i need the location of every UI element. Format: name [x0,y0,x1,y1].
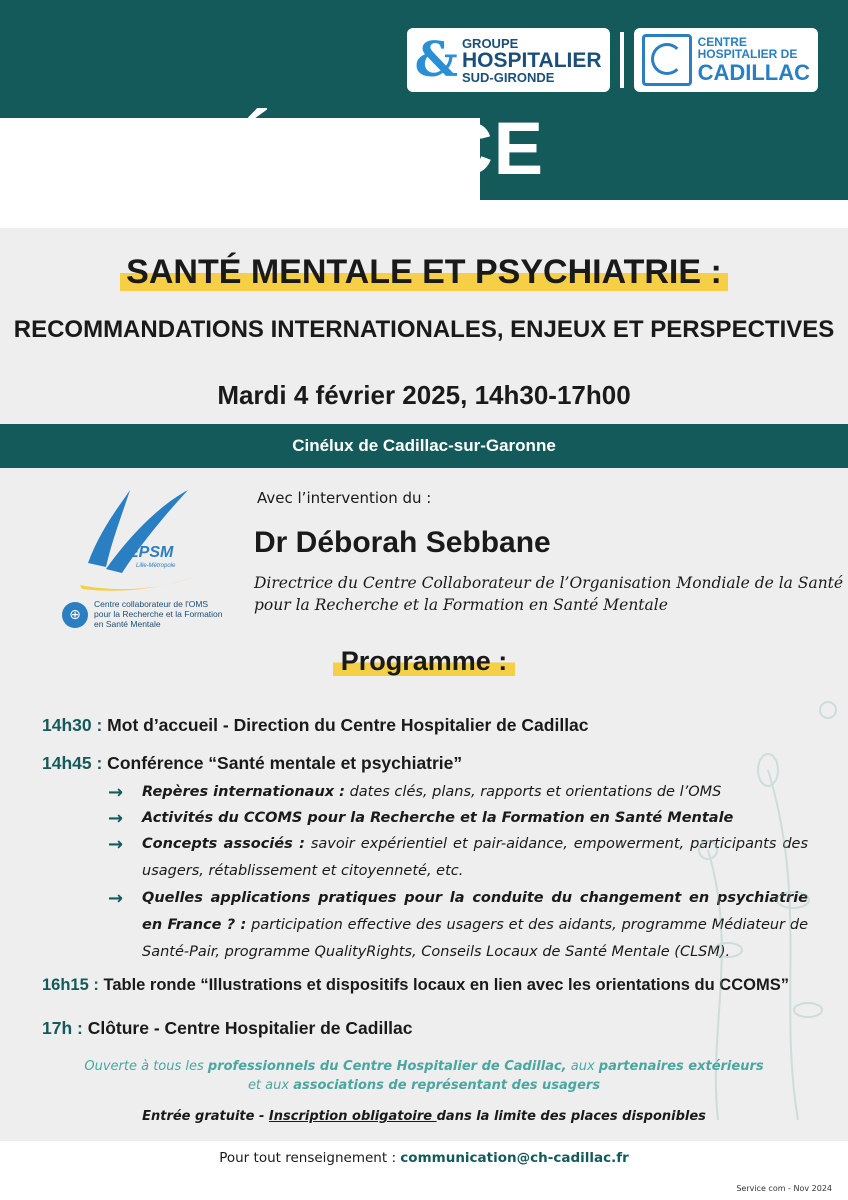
who-collaborator [62,600,223,629]
speaker-intro: Avec l’intervention du : [257,489,432,507]
ghsg-line1: GROUPE [461,35,519,51]
speaker-role-line1: Directrice du Centre Collaborateur de l’Organisation Mondiale de la Santé [254,574,844,592]
programme-item: 16h15 : Table ronde “Illustrations et dispositifs locaux en lien avec les orientations du CCOMS” [42,976,789,994]
arrow-right-icon: → [108,888,124,909]
venue-bar [0,424,848,468]
service-credit: Service com - Nov 2024 [736,1184,832,1193]
chc-logo-icon [642,34,692,86]
logo-ch-cadillac [634,28,818,92]
programme-title: Programme : [0,646,848,677]
entry-note: Entrée gratuite - Inscription obligatoire dans la limite des places disponibles [142,1109,706,1124]
speaker-name: Dr Déborah Sebbane [254,526,551,559]
programme-item: 14h45 : Conférence “Santé mentale et psychiatrie” [42,753,463,773]
chc-line2: HOSPITALIER DE [697,47,798,62]
epsm-name: EPSM [128,544,174,561]
who-globe-icon: ⊕ [62,602,88,628]
programme-item: 17h : Clôture - Centre Hospitalier de Cadillac [42,1018,413,1038]
arrow-right-icon: → [108,808,124,829]
ghsg-line3: SUD-GIRONDE [461,69,555,85]
programme-subitem: → Concepts associés : savoir expérientiel et pair-aidance, empowerment, participants des usagers, rétablissement et citoyenneté, etc. [108,831,808,885]
event-date: Mardi 4 février 2025, 14h30-17h00 [217,380,631,410]
chc-line3: CADILLAC [697,60,810,86]
logos [407,28,818,92]
speaker-role [254,573,843,616]
who-line1: Centre collaborateur de l'OMS [94,599,209,609]
decorative-plant [598,650,848,1120]
programme-subitem: → Activités du CCOMS pour la Recherche et la Formation en Santé Mentale [108,805,808,832]
contact-line: Pour tout renseignement : communication@ch-cadillac.fr [219,1150,629,1166]
conference-title: CONFÉRENCE [16,107,545,190]
audience-note: Ouverte à tous les professionnels du Centre Hospitalier de Cadillac, aux partenaires extérieurs et aux associations de représentant des usagers [84,1059,764,1093]
ghsg-line2: HOSPITALIER [461,48,602,72]
event-subtitle: RECOMMANDATIONS INTERNATIONALES, ENJEUX ET PERSPECTIVES [13,316,835,343]
who-line3: en Santé Mentale [94,618,161,629]
speaker-role-line2: pour la Recherche et la Formation en Santé Mentale [254,595,668,614]
logo-separator [620,32,624,88]
chc-line1: CENTRE [697,34,747,49]
ampersand-logo-mark: & [414,32,458,88]
logo-groupe-hospitalier [407,28,610,92]
programme-item: 14h30 : Mot d’accueil - Direction du Centre Hospitalier de Cadillac [42,715,589,735]
contact-email-link[interactable]: communication@ch-cadillac.fr [400,1150,629,1166]
venue-text: Cinélux de Cadillac-sur-Garonne [292,436,556,455]
arrow-right-icon: → [108,834,124,855]
event-title: SANTÉ MENTALE ET PSYCHIATRIE : [0,255,848,289]
programme-subitem: → Repères internationaux : dates clés, plans, rapports et orientations de l’OMS [108,779,808,806]
arrow-right-icon: → [108,782,124,803]
epsm-sub: Lille-Métropole [136,563,176,569]
programme-subitem: → Quelles applications pratiques pour la conduite du changement en psychiatrie en France ? : participation effective des usagers et des aidants, programme Médiateur de Santé-Pair, programme QualityRights, Conseils Locaux de Santé Mentale (CLSM). [108,885,808,966]
who-line2: pour la Recherche et la Formation [94,608,223,619]
